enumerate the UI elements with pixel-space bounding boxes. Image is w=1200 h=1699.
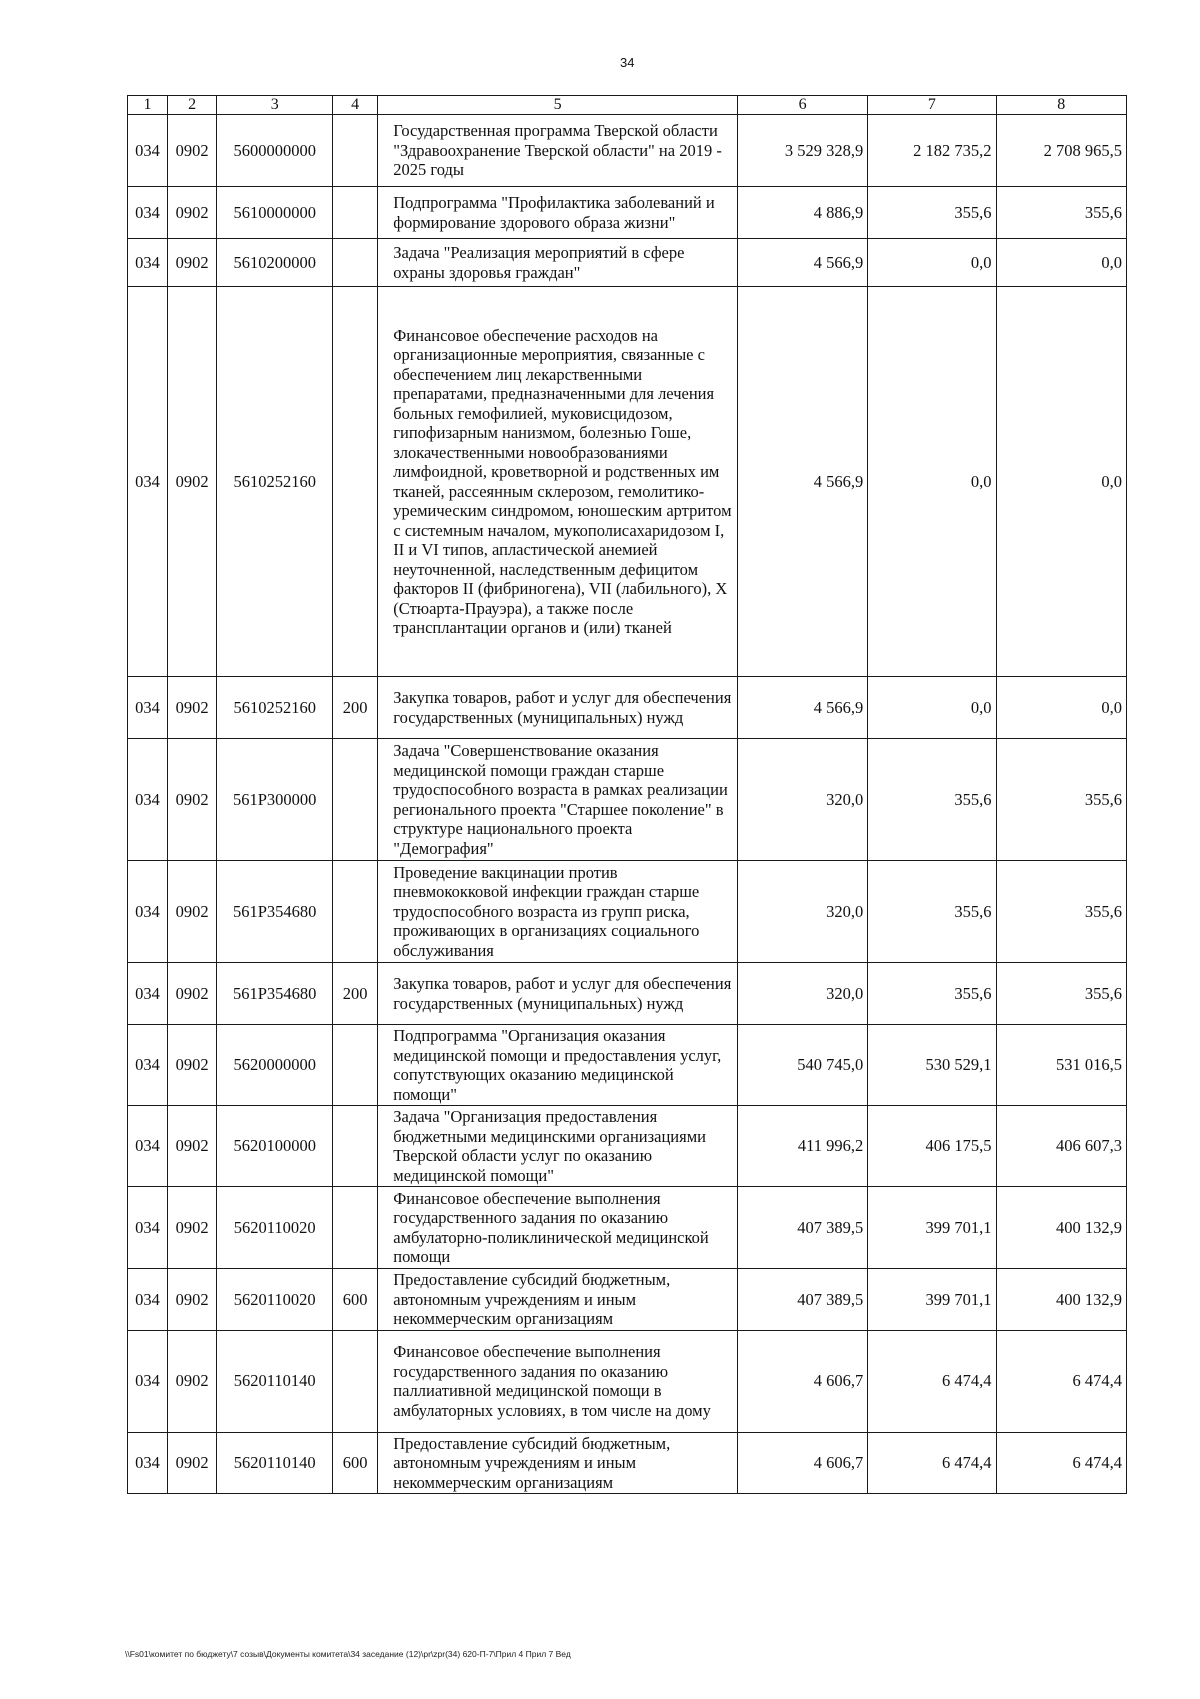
footer-file-path: \\Fs01\комитет по бюджету\7 созыв\Документы комитета\34 заседание (12)\pr\zpr(34) 620-П-7\Прил 4 Прил 7 Вед: [125, 1649, 571, 1659]
table-row: [128, 1269, 1127, 1331]
cell-description: Проведение вакцинации против пневмококковой инфекции граждан старше трудоспособного возраста из групп риска, проживающих в организациях социального обслуживания: [378, 861, 738, 963]
cell-expense-type: 200: [333, 963, 378, 1025]
cell-target-article: 561P300000: [217, 739, 333, 861]
cell-description: Задача "Реализация мероприятий в сфере охраны здоровья граждан": [378, 239, 738, 287]
page-number: 34: [620, 55, 635, 70]
cell-ministry-code: 034: [128, 1330, 168, 1432]
cell-section-code: 0902: [167, 1025, 216, 1106]
cell-ministry-code: 034: [128, 1187, 168, 1269]
cell-ministry-code: 034: [128, 861, 168, 963]
cell-expense-type: [333, 115, 378, 187]
column-header: 4: [333, 96, 378, 115]
cell-description: Финансовое обеспечение выполнения государственного задания по оказанию паллиативной медицинской помощи в амбулаторных условиях, в том числе на дому: [378, 1330, 738, 1432]
cell-ministry-code: 034: [128, 963, 168, 1025]
cell-amount-2020: 4 566,9: [737, 239, 867, 287]
cell-amount-2022: 400 132,9: [996, 1269, 1126, 1331]
cell-amount-2021: 355,6: [868, 963, 996, 1025]
cell-description: Закупка товаров, работ и услуг для обеспечения государственных (муниципальных) нужд: [378, 677, 738, 739]
cell-description: Предоставление субсидий бюджетным, автономным учреждениям и иным некоммерческим организациям: [378, 1269, 738, 1331]
cell-amount-2020: 4 886,9: [737, 187, 867, 239]
cell-amount-2022: 0,0: [996, 239, 1126, 287]
cell-section-code: 0902: [167, 115, 216, 187]
column-header: 2: [167, 96, 216, 115]
cell-section-code: 0902: [167, 1330, 216, 1432]
cell-ministry-code: 034: [128, 1432, 168, 1494]
table-row: [128, 1025, 1127, 1106]
cell-amount-2022: 0,0: [996, 287, 1126, 677]
cell-amount-2022: 355,6: [996, 963, 1126, 1025]
cell-description: Предоставление субсидий бюджетным, автономным учреждениям и иным некоммерческим организациям: [378, 1432, 738, 1494]
cell-amount-2021: 399 701,1: [868, 1187, 996, 1269]
cell-target-article: 5610200000: [217, 239, 333, 287]
table-row: [128, 963, 1127, 1025]
cell-amount-2020: 411 996,2: [737, 1106, 867, 1187]
cell-expense-type: [333, 287, 378, 677]
cell-ministry-code: 034: [128, 739, 168, 861]
cell-amount-2022: 531 016,5: [996, 1025, 1126, 1106]
cell-amount-2021: 2 182 735,2: [868, 115, 996, 187]
cell-target-article: 5620110140: [217, 1330, 333, 1432]
cell-amount-2020: 3 529 328,9: [737, 115, 867, 187]
cell-amount-2020: 407 389,5: [737, 1269, 867, 1331]
cell-amount-2021: 355,6: [868, 739, 996, 861]
cell-amount-2022: 2 708 965,5: [996, 115, 1126, 187]
cell-amount-2022: 355,6: [996, 739, 1126, 861]
cell-section-code: 0902: [167, 739, 216, 861]
table-row: [128, 861, 1127, 963]
cell-amount-2020: 4 606,7: [737, 1432, 867, 1494]
column-header: 6: [737, 96, 867, 115]
cell-amount-2020: 4 606,7: [737, 1330, 867, 1432]
cell-section-code: 0902: [167, 187, 216, 239]
cell-amount-2022: 355,6: [996, 861, 1126, 963]
cell-amount-2021: 406 175,5: [868, 1106, 996, 1187]
cell-ministry-code: 034: [128, 287, 168, 677]
cell-target-article: 561P354680: [217, 861, 333, 963]
cell-amount-2020: 320,0: [737, 739, 867, 861]
table-row: [128, 677, 1127, 739]
cell-amount-2021: 355,6: [868, 861, 996, 963]
table-row: [128, 739, 1127, 861]
cell-section-code: 0902: [167, 1269, 216, 1331]
cell-target-article: 5620110020: [217, 1187, 333, 1269]
cell-expense-type: [333, 1106, 378, 1187]
cell-amount-2020: 320,0: [737, 963, 867, 1025]
cell-expense-type: [333, 861, 378, 963]
cell-target-article: 5620110140: [217, 1432, 333, 1494]
table-row: [128, 1106, 1127, 1187]
cell-amount-2022: 0,0: [996, 677, 1126, 739]
cell-section-code: 0902: [167, 677, 216, 739]
cell-target-article: 5610252160: [217, 677, 333, 739]
cell-description: Подпрограмма "Профилактика заболеваний и формирование здорового образа жизни": [378, 187, 738, 239]
cell-expense-type: [333, 187, 378, 239]
cell-ministry-code: 034: [128, 239, 168, 287]
cell-description: Подпрограмма "Организация оказания медицинской помощи и предоставления услуг, сопутствующих оказанию медицинской помощи": [378, 1025, 738, 1106]
cell-amount-2022: 400 132,9: [996, 1187, 1126, 1269]
cell-expense-type: 600: [333, 1269, 378, 1331]
table-row: [128, 115, 1127, 187]
column-header: 1: [128, 96, 168, 115]
cell-ministry-code: 034: [128, 1269, 168, 1331]
cell-amount-2020: 4 566,9: [737, 677, 867, 739]
column-header: 7: [868, 96, 996, 115]
cell-amount-2022: 6 474,4: [996, 1432, 1126, 1494]
cell-amount-2022: 355,6: [996, 187, 1126, 239]
cell-section-code: 0902: [167, 287, 216, 677]
cell-amount-2021: 0,0: [868, 677, 996, 739]
cell-amount-2021: 530 529,1: [868, 1025, 996, 1106]
cell-target-article: 561P354680: [217, 963, 333, 1025]
table-row: [128, 239, 1127, 287]
table-row: [128, 287, 1127, 677]
cell-description: Задача "Организация предоставления бюджетными медицинскими организациями Тверской области услуг по оказанию медицинской помощи": [378, 1106, 738, 1187]
cell-amount-2020: 407 389,5: [737, 1187, 867, 1269]
cell-section-code: 0902: [167, 1187, 216, 1269]
cell-expense-type: [333, 739, 378, 861]
header-row: [128, 96, 1127, 115]
cell-description: Государственная программа Тверской области "Здравоохранение Тверской области" на 2019 - 2025 годы: [378, 115, 738, 187]
cell-target-article: 5600000000: [217, 115, 333, 187]
cell-expense-type: 600: [333, 1432, 378, 1494]
cell-section-code: 0902: [167, 861, 216, 963]
cell-ministry-code: 034: [128, 677, 168, 739]
table-row: [128, 1330, 1127, 1432]
cell-description: Финансовое обеспечение расходов на организационные мероприятия, связанные с обеспечением лиц лекарственными препаратами, предназначенными для лечения больных гемофилией, муковисцидозом, гипофизарным нанизмом, болезнью Гоше, злокачественными новообразованиями лимфоидной, кроветворной и родственных им тканей, рассеянным склерозом, гемолитико-уремическим синдромом, юношеским артритом с системным началом, мукополисахаридозом I, II и VI типов, апластической анемией неуточненной, наследственным дефицитом факторов II (фибриногена), VII (лабильного), X (Стюарта-Прауэра), а также после трансплантации органов и (или) тканей: [378, 287, 738, 677]
cell-target-article: 5620110020: [217, 1269, 333, 1331]
cell-expense-type: 200: [333, 677, 378, 739]
cell-target-article: 5610000000: [217, 187, 333, 239]
cell-amount-2021: 6 474,4: [868, 1432, 996, 1494]
cell-ministry-code: 034: [128, 1025, 168, 1106]
cell-target-article: 5620100000: [217, 1106, 333, 1187]
cell-ministry-code: 034: [128, 187, 168, 239]
table-row: [128, 1187, 1127, 1269]
column-header: 8: [996, 96, 1126, 115]
cell-amount-2021: 355,6: [868, 187, 996, 239]
cell-expense-type: [333, 1330, 378, 1432]
cell-ministry-code: 034: [128, 115, 168, 187]
cell-section-code: 0902: [167, 239, 216, 287]
column-header: 5: [378, 96, 738, 115]
cell-amount-2022: 406 607,3: [996, 1106, 1126, 1187]
cell-ministry-code: 034: [128, 1106, 168, 1187]
cell-amount-2020: 320,0: [737, 861, 867, 963]
table-row: [128, 1432, 1127, 1494]
cell-amount-2021: 0,0: [868, 239, 996, 287]
cell-section-code: 0902: [167, 1432, 216, 1494]
cell-target-article: 5620000000: [217, 1025, 333, 1106]
cell-description: Финансовое обеспечение выполнения государственного задания по оказанию амбулаторно-поликлинической медицинской помощи: [378, 1187, 738, 1269]
cell-section-code: 0902: [167, 1106, 216, 1187]
cell-amount-2020: 4 566,9: [737, 287, 867, 677]
cell-description: Закупка товаров, работ и услуг для обеспечения государственных (муниципальных) нужд: [378, 963, 738, 1025]
cell-amount-2021: 6 474,4: [868, 1330, 996, 1432]
cell-amount-2020: 540 745,0: [737, 1025, 867, 1106]
cell-expense-type: [333, 1187, 378, 1269]
cell-section-code: 0902: [167, 963, 216, 1025]
cell-amount-2022: 6 474,4: [996, 1330, 1126, 1432]
budget-table: [127, 95, 1127, 1494]
cell-amount-2021: 0,0: [868, 287, 996, 677]
cell-target-article: 5610252160: [217, 287, 333, 677]
table-row: [128, 187, 1127, 239]
cell-description: Задача "Совершенствование оказания медицинской помощи граждан старше трудоспособного возраста в рамках реализации регионального проекта "Старшее поколение" в структуре национального проекта "Демография": [378, 739, 738, 861]
cell-amount-2021: 399 701,1: [868, 1269, 996, 1331]
cell-expense-type: [333, 239, 378, 287]
column-header: 3: [217, 96, 333, 115]
cell-expense-type: [333, 1025, 378, 1106]
